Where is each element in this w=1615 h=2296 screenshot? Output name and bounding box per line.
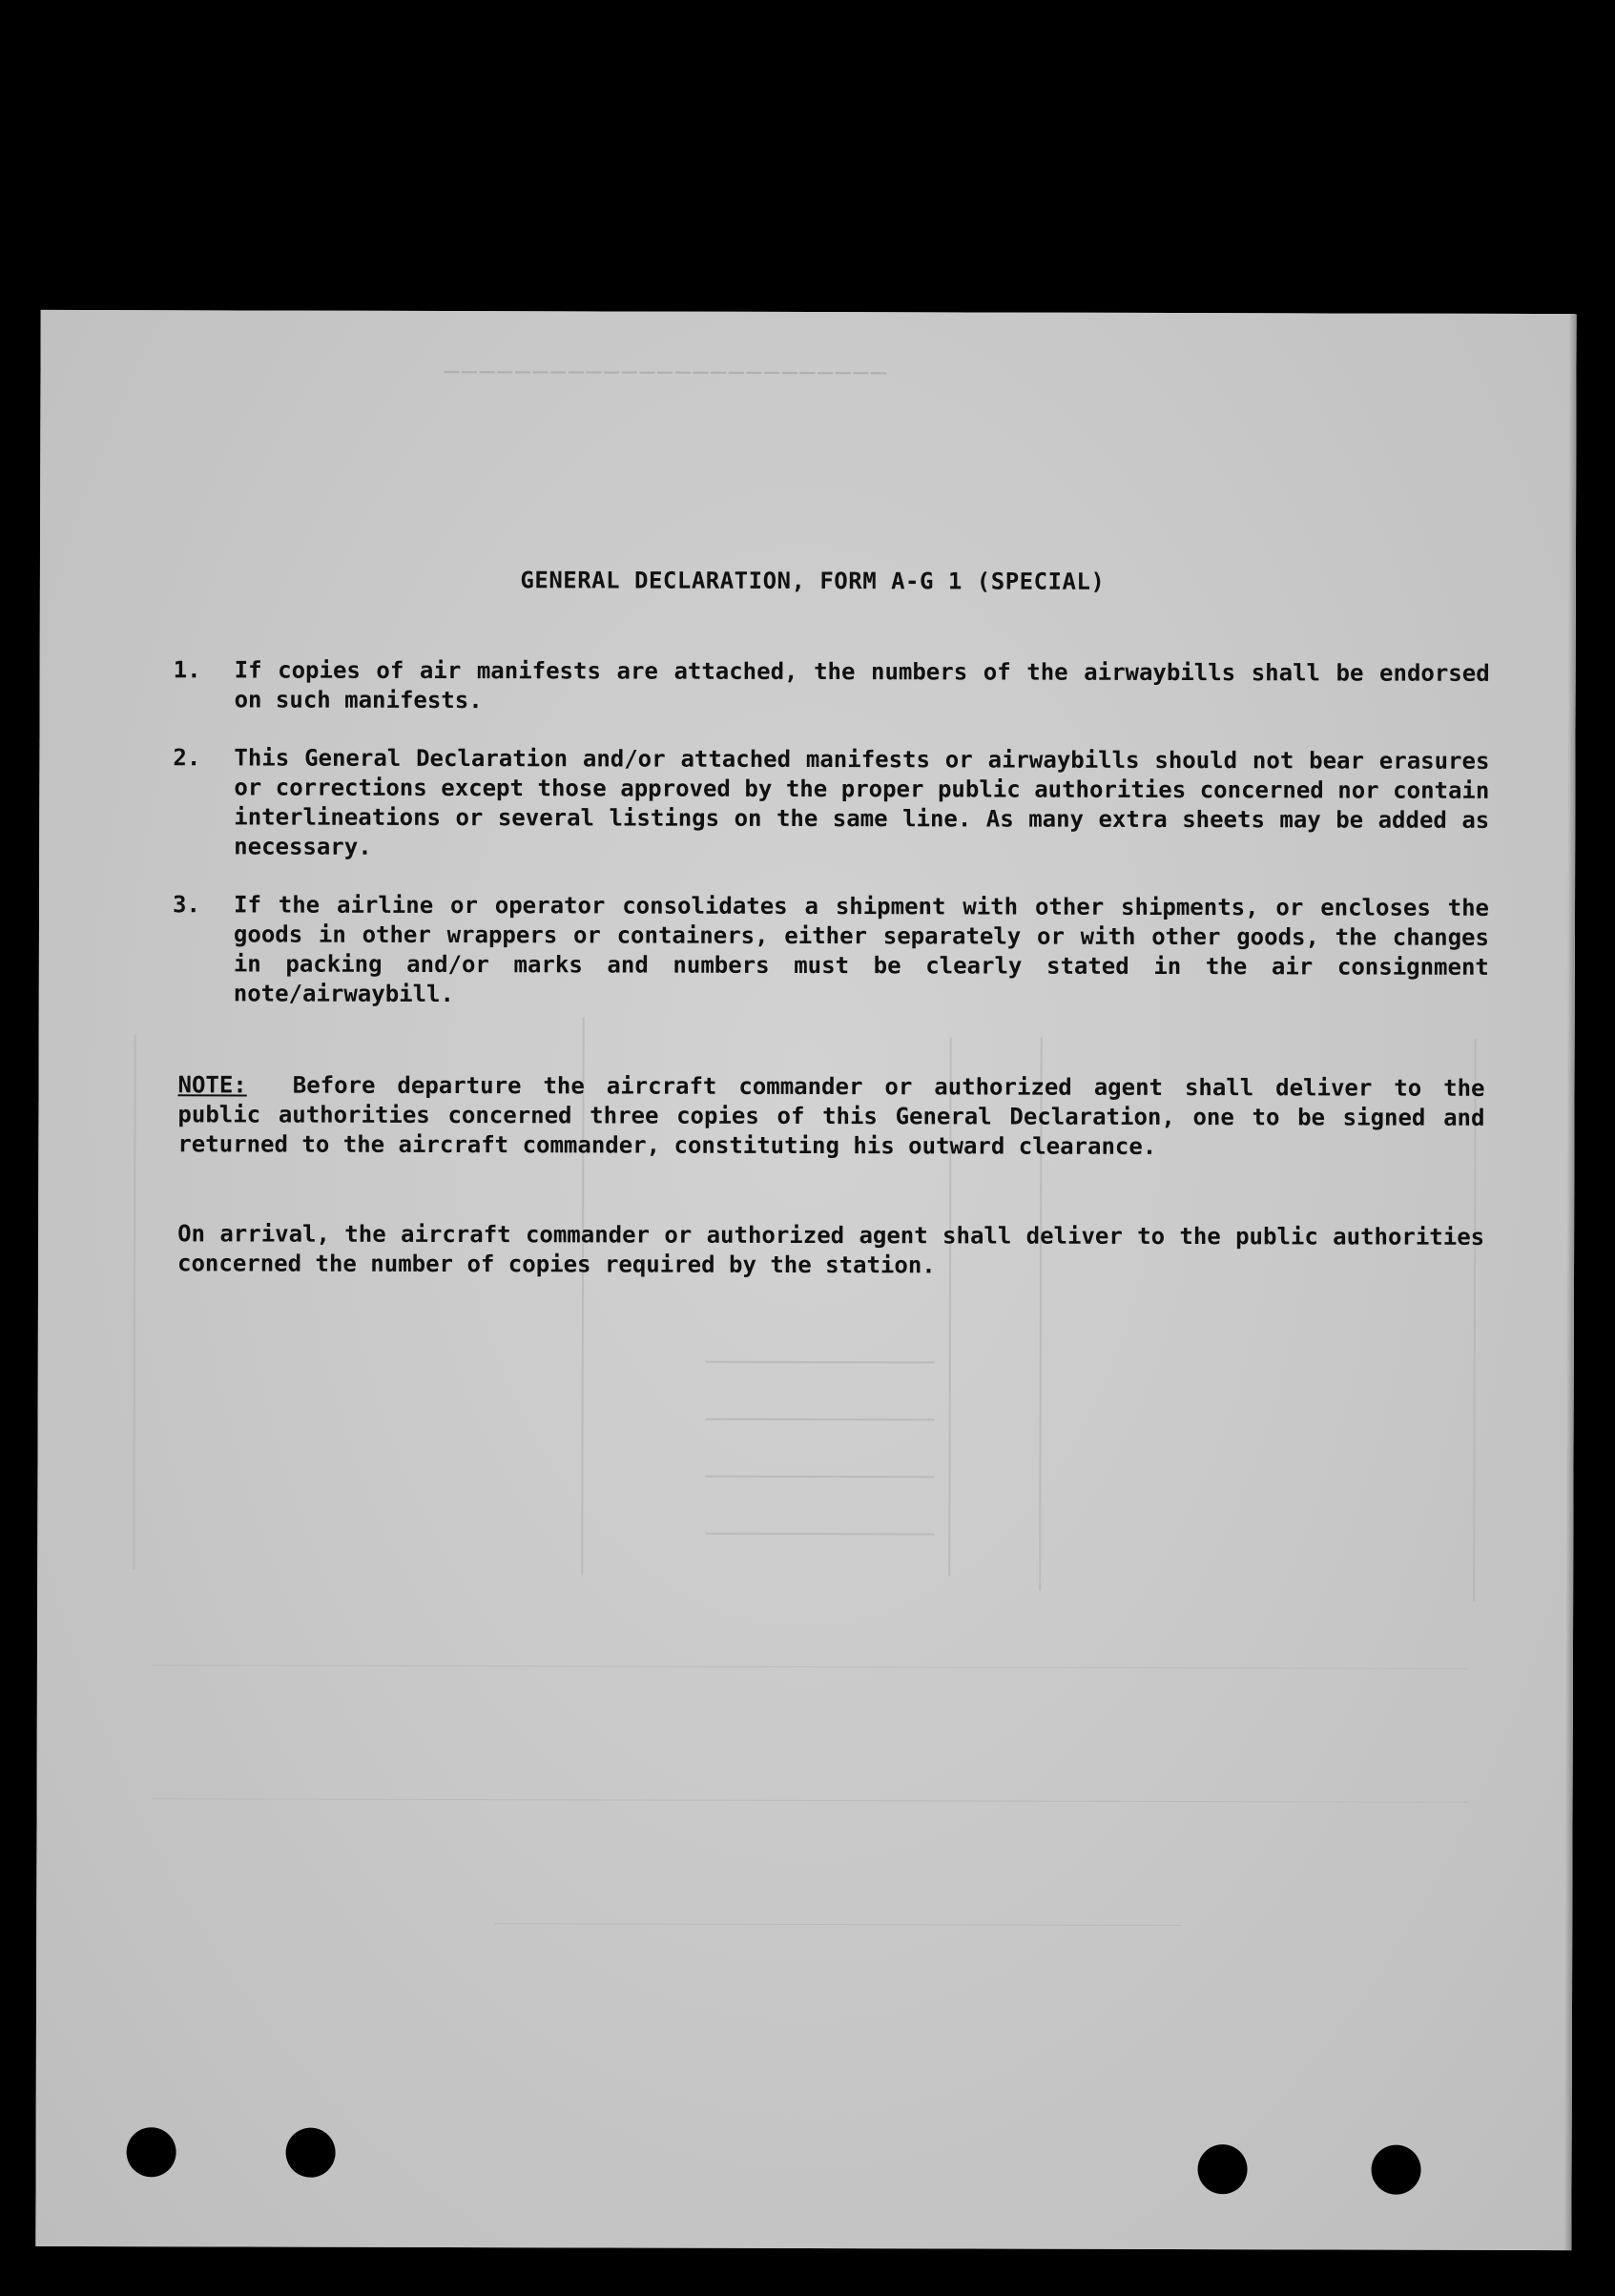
item-number: 1. xyxy=(173,656,201,684)
item-number: 2. xyxy=(173,744,201,772)
list-item xyxy=(173,890,1489,1012)
punch-hole-left-1 xyxy=(127,2127,176,2177)
bleed-through-rule-2 xyxy=(152,1798,1468,1803)
item-text: This General Declaration and/or attached manifests or airwaybills should not bear erasures or corrections except those approved by the proper public authorities concerned nor contain interlineations or several listings on the same line. As many extra sheets may be added as necessary. xyxy=(234,744,1490,860)
punch-hole-right-1 xyxy=(1197,2144,1247,2194)
arrival-paragraph: On arrival, the aircraft commander or authorized agent shall deliver to the public authorities concerned the number of copies required by the station. xyxy=(177,1220,1485,1279)
bleed-through-row-2 xyxy=(706,1418,935,1421)
list-item xyxy=(173,743,1489,865)
item-text: If copies of air manifests are attached, the numbers of the airwaybills shall be endorsed on such manifests. xyxy=(234,656,1490,714)
note-label: NOTE: xyxy=(177,1071,247,1099)
document-sheet xyxy=(35,310,1576,2250)
bleed-through-row-4 xyxy=(705,1533,934,1536)
note-paragraph xyxy=(177,1070,1484,1163)
item-number: 3. xyxy=(172,891,200,919)
punch-hole-right-2 xyxy=(1371,2145,1420,2195)
punch-hole-left-2 xyxy=(286,2128,336,2178)
list-item xyxy=(174,655,1490,718)
note-text: Before departure the aircraft commander or authorized agent shall deliver to the public authorities concerned three copies of this General Declaration, one to be signed and returned to the aircraft commander, constituting his outward clearance. xyxy=(177,1071,1485,1160)
bleed-through-rule-3 xyxy=(494,1923,1181,1926)
bleed-through-row-1 xyxy=(706,1361,935,1364)
page-edge-shadow xyxy=(1563,314,1576,2250)
item-text: If the airline or operator consolidates a shipment with other shipments, or encloses the goods in other wrappers or containers, either separately or with other goods, the changes in packing and/or marks and numbers must be clearly stated in the air consignment note/airwaybill. xyxy=(233,891,1490,1008)
instruction-list xyxy=(173,655,1490,1041)
bleed-through-rule-1 xyxy=(152,1665,1468,1669)
bleed-through-row-3 xyxy=(705,1476,934,1479)
page-title: GENERAL DECLARATION, FORM A-G 1 (SPECIAL) xyxy=(520,567,1106,595)
bleed-through-box-edge xyxy=(133,1035,135,1569)
bleed-through-header: ───────────────────────── xyxy=(441,358,886,389)
